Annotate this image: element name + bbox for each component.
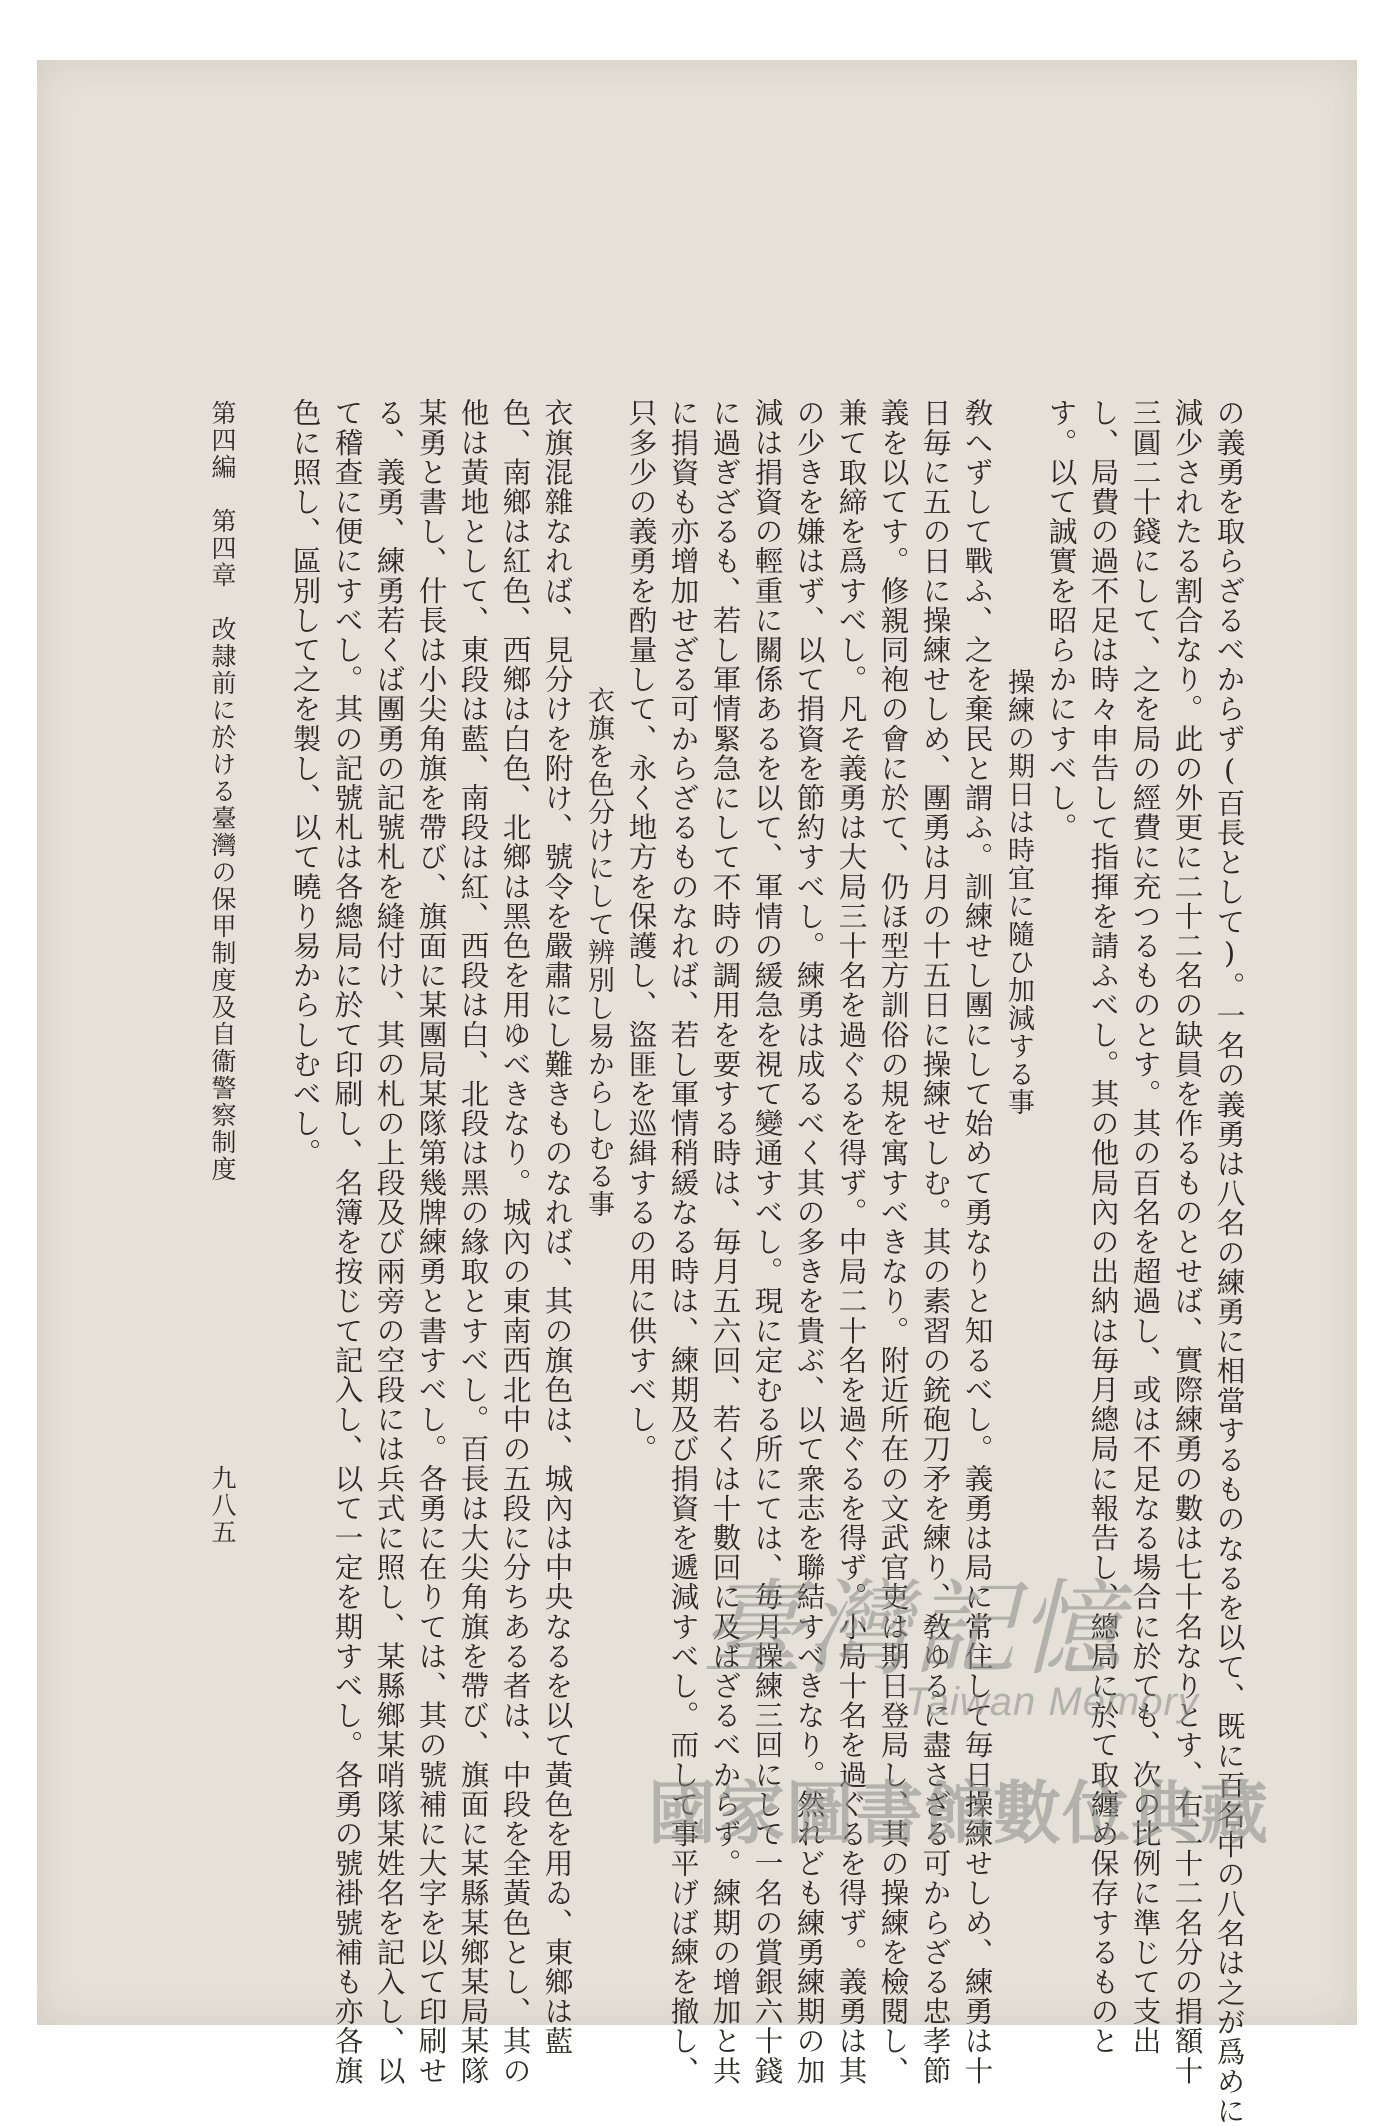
text-column: 衣旗混雜なれば、見分けを附け、號令を嚴肅にし難きものなれば、其の旗色は、城內は中央なるを以て黃色を用ゐ、東鄉は藍 (540, 398, 575, 2056)
text-column: し、局費の過不足は時々申告して指揮を請ふべし。其の他局內の出納は毎月總局に報告し、總局に於て取纏め保存するものと (1086, 398, 1121, 2056)
text-column: の少きを嫌はず、以て捐資を節約すべし。練勇は成るべく其の多きを貴ぶ、以て衆志を聯結すべきなり。然れども練勇練期の加 (792, 398, 827, 2086)
text-column: 色、南鄉は紅色、西鄉は白色、北鄉は黑色を用ゆべきなり。城內の東南西北中の五段に分ちある者は、中段を全黃色とし、其の (498, 398, 533, 2086)
page-number: 九八五 (208, 1465, 237, 1546)
watermark-english: Taiwan Memory (905, 1680, 1199, 1724)
text-column: 三圓二十錢にして、之を局の經費に充つるものとす。其の百名を超過し、或は不足なる場合に於ても、次の比例に準じて支出 (1128, 398, 1163, 2056)
text-column: 減少されたる割合なり。此の外更に二十二名の缺員を作るものとせば、實際練勇の數は七十名なりとす、右二十二名分の捐額十 (1170, 398, 1205, 2086)
text-column: す。以て誠實を昭らかにすべし。 (1044, 398, 1079, 842)
text-column: る、義勇、練勇若くば團勇の記號札を縫付け、其の札の上段及び兩旁の空段には兵式に照し、某縣鄉某哨隊某姓名を記入し、以 (372, 398, 407, 2086)
text-column: 只多少の義勇を酌量して、永く地方を保護し、盜匪を巡緝するの用に供すべし。 (624, 398, 659, 1464)
text-column: 某勇と書し、什長は小尖角旗を帶び、旗面に某團局某隊第幾牌練勇と書すべし。各勇に在りては、其の號補に大字を以て印刷せ (414, 398, 449, 2086)
text-column: 他は黃地として、東段は藍、南段は紅、西段は白、北段は黑の緣取とすべし。百長は大尖角旗を帶び、旗面に某縣某鄉某局某隊 (456, 398, 491, 2086)
text-column: 敎へずして戰ふ、之を棄民と謂ふ。訓練せし團にして始めて勇なりと知るべし。義勇は局に常住して毎日操練せしめ、練勇は十 (960, 398, 995, 2086)
running-head: 第四編 第四章 改隷前に於ける臺灣の保甲制度及自衞警察制度 (208, 400, 237, 1183)
text-column: に過ぎざるも、若し軍情緊急にして不時の調用を要する時は、毎月五六回、若くは十數回に及ばざるべからず。練期の增加と共 (708, 398, 743, 2086)
section-heading: 衣旗を色分けにして辨別し易からしむる事 (583, 686, 614, 1218)
watermark-title: 臺灣記憶 (700, 1568, 1125, 1690)
text-column: の義勇を取らざるべからず(百長として)。一名の義勇は八名の練勇に相當するものなるを以て、既に百名中の八名は之が爲めに (1212, 398, 1247, 2126)
text-column: 兼て取締を爲すべし。凡そ義勇は大局三十名を過ぐるを得ず。中局二十名を過ぐるを得ず。小局十名を過ぐるを得ず。義勇は其 (834, 398, 869, 2086)
section-heading: 操練の期日は時宜に隨ひ加減する事 (1003, 668, 1034, 1116)
text-column: て稽查に便にすべし。其の記號札は各總局に於て印刷し、名簿を按じて記入し、以て一定を期すべし。各勇の號褂號補も亦各旗 (330, 398, 365, 2086)
text-column: に捐資も亦增加せざる可からざるものなれば、若し軍情稍緩なる時は、練期及び捐資を遞減すべし。而して事平げば練を撤し、 (666, 398, 701, 2086)
watermark-subtitle: 國家圖書館數位典藏 (648, 1775, 1270, 1854)
text-column: 義を以てす。修親同袍の會に於て、仍ほ型方訓俗の規を寓すべきなり。附近所在の文武官吏は期日登局し、其の操練を檢閱し、 (876, 398, 911, 2086)
text-column: 日毎に五の日に操練せしめ、團勇は月の十五日に操練せしむ。其の素習の銃砲刀矛を練り、敎ゆるに盡さざる可からざる忠孝節 (918, 398, 953, 2086)
text-column: 色に照し、區別して之を製し、以て曉り易からしむべし。 (288, 398, 323, 1168)
text-column: 減は捐資の輕重に關係あるを以て、軍情の緩急を視て變通すべし。現に定むる所にては、毎月操練三回にして一名の賞銀六十錢 (750, 398, 785, 2086)
